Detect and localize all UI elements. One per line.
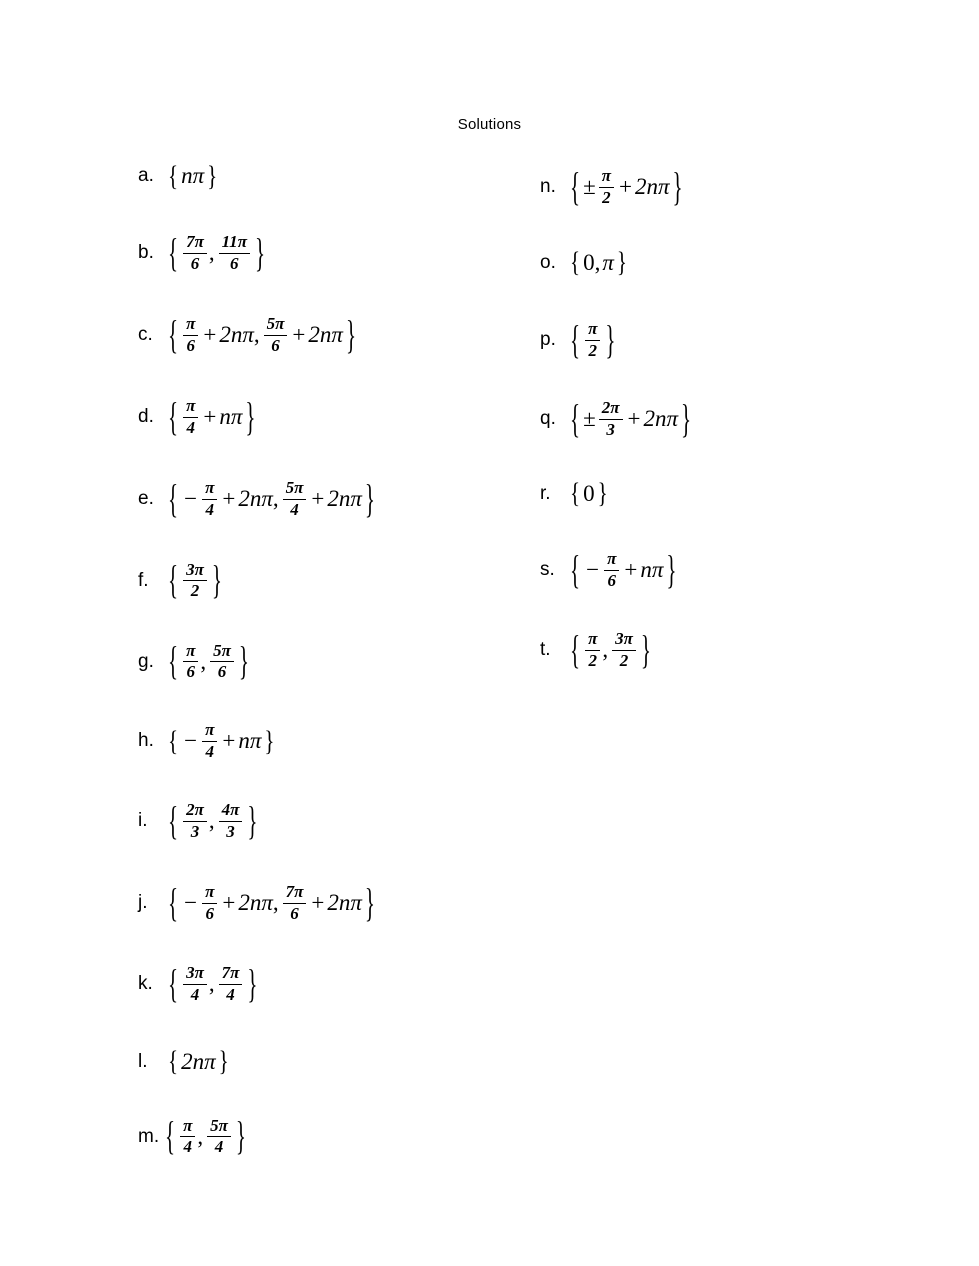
fraction [219,801,243,841]
brace-close-icon: } [254,229,266,275]
item-answer [567,626,654,672]
brace-open-icon: { [168,724,179,757]
numerator: π [183,642,198,662]
comma: , [197,1123,204,1149]
item-label: c. [138,324,153,345]
list-item [138,140,538,212]
denominator: 2 [588,340,597,360]
plus-sign: + [203,404,217,429]
expression-n-pi: nπ [181,163,205,188]
numerator: π [599,167,614,187]
fraction [585,320,600,360]
item-label: k. [138,973,153,994]
item-label: l. [138,1050,148,1072]
brace-open-icon: { [168,311,179,357]
denominator: 4 [290,499,299,519]
numerator: 3π [612,630,636,650]
item-answer [165,159,220,192]
denominator: 6 [290,903,299,923]
brace-open-icon: { [168,475,179,521]
brace-open-icon: { [570,395,581,441]
item-answer [165,229,268,275]
expression-2n-pi: 2nπ [643,406,679,431]
item-answer [567,395,694,441]
list-item [138,702,538,780]
comma: , [253,322,260,347]
numerator: 2π [183,801,207,821]
comma: , [208,240,215,265]
numerator: 3π [183,964,207,984]
plus-sign: + [203,322,217,347]
list-item [540,381,940,457]
plus-sign: + [222,486,236,511]
list-item [138,458,538,540]
fraction [183,315,198,355]
item-answer [165,637,252,684]
fraction [210,642,234,682]
brace-close-icon: } [605,316,616,362]
comma: , [200,648,207,674]
denominator: 6 [607,570,616,590]
numerator: 3π [183,561,207,581]
expression-n-pi: nπ [640,557,664,582]
item-answer [165,879,378,925]
list-item [138,1024,538,1099]
fraction [599,167,614,207]
brace-open-icon: { [168,1044,179,1078]
expression-2n-pi: 2nπ [181,1048,216,1074]
value-zero: 0 [583,249,595,275]
left-answer-column [138,140,538,1174]
fraction [264,315,288,355]
fraction [283,883,307,923]
numerator: 7π [219,964,243,984]
denominator: 2 [588,650,597,670]
fraction [202,883,217,923]
brace-close-icon: } [207,159,218,192]
expression-n-pi: nπ [238,728,262,753]
fraction [183,801,207,841]
item-label: g. [138,650,154,672]
numerator: 5π [264,315,288,335]
numerator: π [183,315,198,335]
fraction [180,1117,195,1157]
item-label: s. [540,559,555,580]
item-answer [162,1112,249,1159]
list-item [540,610,940,690]
item-label: t. [540,639,551,660]
item-label: q. [540,408,556,429]
plus-sign: + [311,486,325,511]
brace-open-icon: { [570,546,581,592]
brace-open-icon: { [168,229,179,275]
plus-sign: + [627,406,641,431]
minus-sign: − [586,557,600,582]
value-pi: π [602,249,614,275]
expression-2n-pi: 2nπ [327,486,362,511]
item-label: h. [138,730,154,751]
item-label: i. [138,810,148,831]
comma: , [602,637,609,662]
expression-2n-pi: 2nπ [308,322,343,347]
brace-close-icon: } [245,393,256,439]
comma: , [208,971,215,996]
brace-open-icon: { [168,797,179,843]
comma: , [272,486,279,511]
page-title: Solutions [457,116,522,133]
fraction [283,479,307,519]
comma: , [208,808,215,833]
brace-open-icon: { [570,476,581,510]
fraction [202,479,217,519]
plus-sign: + [619,174,632,199]
brace-open-icon: { [168,637,179,684]
expression-n-pi: nπ [219,404,243,429]
list-item [138,212,538,294]
denominator: 4 [214,1137,224,1156]
minus-sign: − [184,486,198,511]
item-answer [165,393,258,439]
numerator: π [604,550,619,570]
plus-sign: + [311,890,325,915]
brace-open-icon: { [570,626,581,672]
brace-open-icon: { [168,556,179,603]
list-item [540,530,940,610]
numerator: π [585,630,600,650]
fraction [219,233,250,273]
minus-sign: − [184,728,198,753]
denominator: 4 [226,984,235,1004]
brace-close-icon: } [264,724,275,757]
value-zero: 0 [583,480,595,506]
brace-close-icon: } [211,556,222,603]
plus-sign: + [222,728,236,753]
brace-open-icon: { [168,393,179,439]
plus-sign: + [222,890,236,915]
brace-close-icon: } [247,797,258,843]
numerator: 11π [219,233,250,253]
item-label: j. [138,892,148,913]
denominator: 3 [226,821,235,841]
fraction [202,721,217,761]
denominator: 6 [271,335,280,355]
brace-close-icon: } [247,960,258,1006]
brace-close-icon: } [235,1112,246,1159]
item-label: p. [540,329,556,350]
numerator: 7π [283,883,307,903]
denominator: 3 [606,419,615,439]
numerator: 5π [207,1117,231,1137]
plus-minus-sign: ± [583,406,596,431]
numerator: π [202,721,217,741]
brace-close-icon: } [681,395,692,441]
item-label: m. [138,1125,160,1147]
item-answer [165,1044,232,1078]
denominator: 2 [190,581,200,600]
denominator: 6 [190,253,200,273]
list-item [540,299,940,381]
list-item [540,457,940,530]
brace-close-icon: } [238,637,249,684]
denominator: 4 [205,499,214,519]
plus-sign: + [292,322,306,347]
list-item [138,944,538,1024]
expression-2n-pi: 2nπ [634,174,670,199]
fraction [599,399,623,439]
brace-close-icon: } [364,475,376,521]
brace-open-icon: { [168,960,179,1006]
denominator: 6 [186,335,195,355]
brace-open-icon: { [570,316,581,362]
brace-close-icon: } [364,879,376,925]
plus-sign: + [624,557,638,582]
denominator: 6 [186,662,195,681]
brace-close-icon: } [666,546,677,592]
denominator: 2 [619,650,629,670]
item-label: r. [540,482,551,504]
fraction [207,1117,231,1157]
numerator: 5π [210,642,234,662]
denominator: 6 [205,903,214,923]
item-answer [567,476,611,510]
denominator: 6 [217,662,227,681]
numerator: 4π [219,801,243,821]
numerator: π [585,320,600,340]
denominator: 4 [186,417,195,437]
list-item [138,621,538,702]
list-item [138,376,538,458]
numerator: 5π [283,479,307,499]
item-label: n. [540,176,556,197]
list-item [138,1099,538,1174]
brace-open-icon: { [570,163,581,209]
minus-sign: − [184,890,198,915]
list-item [540,226,940,299]
brace-close-icon: } [218,1044,229,1078]
item-label: b. [138,242,154,263]
fraction [604,550,619,590]
item-answer [165,960,261,1006]
brace-open-icon: { [168,879,179,925]
denominator: 2 [602,187,611,207]
brace-close-icon: } [597,476,608,510]
item-label: f. [138,569,149,591]
item-answer [165,311,359,357]
denominator: 4 [205,741,214,761]
item-label: e. [138,488,154,509]
right-answer-column [540,148,940,690]
brace-open-icon: { [570,245,581,279]
fraction [183,964,207,1004]
denominator: 4 [190,984,200,1004]
item-label: a. [138,165,154,186]
fraction [219,964,243,1004]
numerator: π [202,883,217,903]
fraction [183,642,198,682]
fraction [183,561,207,601]
numerator: 2π [599,399,623,419]
list-item [138,540,538,621]
expression-2n-pi: 2nπ [219,322,254,347]
fraction [183,397,198,437]
numerator: π [183,397,198,417]
item-label: d. [138,406,154,427]
comma: , [272,890,279,915]
brace-open-icon: { [168,159,179,192]
expression-2n-pi: 2nπ [238,486,273,511]
list-item [138,862,538,944]
brace-close-icon: } [345,311,357,357]
denominator: 4 [183,1137,192,1156]
item-answer [165,556,225,603]
numerator: π [202,479,217,499]
numerator: 7π [183,233,207,253]
denominator: 6 [230,253,239,273]
brace-close-icon: } [640,626,651,672]
comma: , [594,249,601,275]
numerator: π [180,1117,195,1137]
expression-2n-pi: 2nπ [238,890,273,915]
fraction [183,233,207,273]
item-answer [567,163,686,209]
brace-close-icon: } [616,245,627,279]
item-label: o. [540,251,556,273]
item-answer [165,475,378,521]
list-item [540,148,940,226]
brace-open-icon: { [165,1112,176,1159]
list-item [138,780,538,862]
plus-minus-sign: ± [583,174,596,199]
list-item [138,294,538,376]
denominator: 3 [190,821,200,841]
brace-close-icon: } [672,163,683,209]
fraction [612,630,636,670]
item-answer [567,546,679,592]
expression-2n-pi: 2nπ [327,890,362,915]
item-answer [165,721,277,761]
item-answer [567,245,630,279]
item-answer [567,316,618,362]
fraction [585,630,600,670]
item-answer [165,797,261,843]
